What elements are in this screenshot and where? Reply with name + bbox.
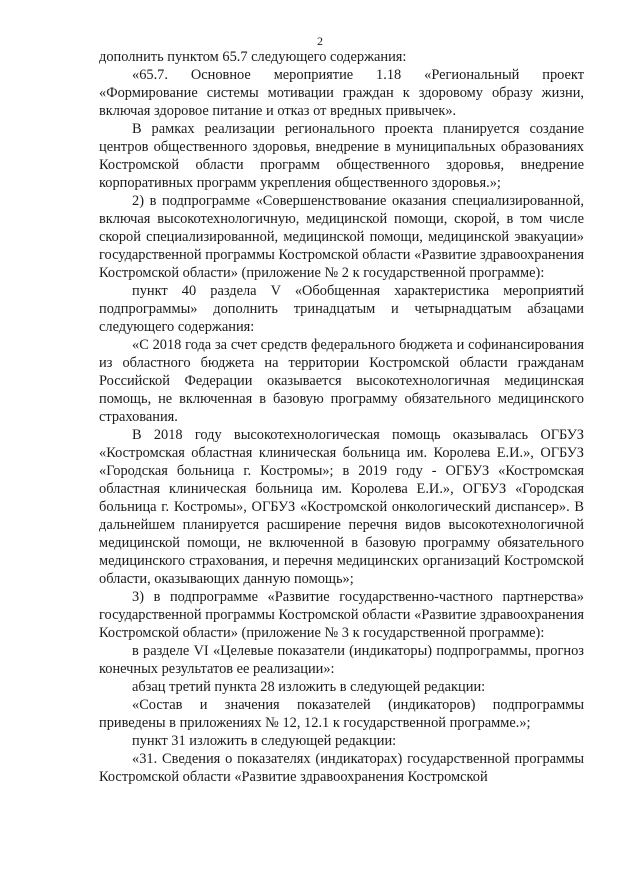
paragraph-10: абзац третий пункта 28 изложить в следующей редакции: — [132, 679, 486, 695]
paragraph-3: В рамках реализации регионального проекта планируется создание центров общественного здоровья, внедрение в муниципальных образованиях Костромской области программ общественного здоровья, внедрение корпоративных программ укрепления общественного здоровья.»; — [99, 121, 584, 191]
paragraph-6: «С 2018 года за счет средств федерального бюджета и софинансирования из областного бюджета на территории Костромской области гражданам Российской Федерации оказывается высокотехнологичная медицинская помощь, не включенная в базовую программу обязательного медицинского страхования. — [99, 337, 584, 425]
paragraph-1: дополнить пунктом 65.7 следующего содержания: — [99, 49, 407, 65]
paragraph-11: «Состав и значения показателей (индикаторов) подпрограммы приведены в приложениях № 12, 12.1 к государственной программе.»; — [99, 697, 584, 731]
paragraph-12: пункт 31 изложить в следующей редакции: — [132, 733, 397, 749]
paragraph-7: В 2018 году высокотехнологическая помощь оказывалась ОГБУЗ «Костромская областная клиническая больница им. Королева Е.И.», ОГБУЗ «Городская больница г. Костромы»; в 2019 году - ОГБУЗ «Костромская областная клиническая больница им. Королева Е.И.», ОГБУЗ «Городская больница г. Костромы», ОГБУЗ «Костромской онкологический диспансер». В дальнейшем планируется расширение перечня видов высокотехнологичной медицинской помощи, не включенной в базовую программу обязательного медицинского страхования, и перечня медицинских организаций Костромской области, оказывающих данную помощь»; — [99, 427, 584, 587]
document-body — [99, 48, 584, 786]
paragraph-4: 2) в подпрограмме «Совершенствование оказания специализированной, включая высокотехнологичную, медицинской помощи, скорой, в том числе скорой специализированной, медицинской помощи, медицинской эвакуации» государственной программы Костромской области «Развитие здравоохранения Костромской области» (приложение № 2 к государственной программе): — [99, 193, 584, 281]
paragraph-5: пункт 40 раздела V «Обобщенная характеристика мероприятий подпрограммы» дополнить тринадцатым и четырнадцатым абзацами следующего содержания: — [99, 283, 584, 335]
paragraph-9: в разделе VI «Целевые показатели (индикаторы) подпрограммы, прогноз конечных результатов ее реализации»: — [99, 643, 584, 677]
paragraph-8: 3) в подпрограмме «Развитие государственно-частного партнерства» государственной программы Костромской области «Развитие здравоохранения Костромской области» (приложение № 3 к государственной программе): — [99, 589, 584, 641]
page-number: 2 — [317, 34, 323, 48]
paragraph-13: «31. Сведения о показателях (индикаторах) государственной программы Костромской области «Развитие здравоохранения Костромской — [99, 751, 584, 785]
paragraph-2: «65.7. Основное мероприятие 1.18 «Региональный проект «Формирование системы мотивации граждан к здоровому образу жизни, включая здоровое питание и отказ от вредных привычек». — [99, 67, 584, 119]
